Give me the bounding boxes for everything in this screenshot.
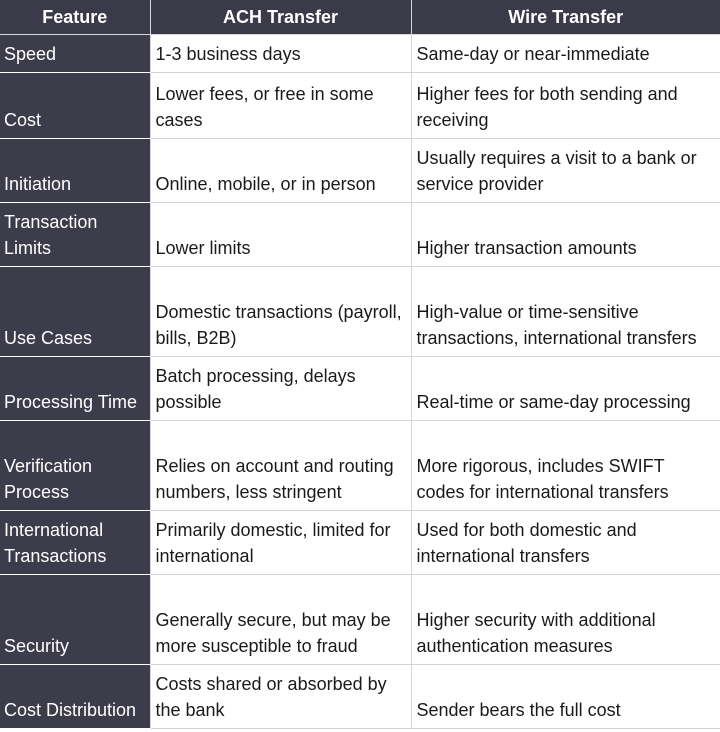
wire-cell: Higher fees for both sending and receiving [411, 73, 720, 139]
feature-cell: Transaction Limits [0, 203, 150, 267]
wire-cell: Higher security with additional authentication measures [411, 575, 720, 665]
header-wire-transfer: Wire Transfer [411, 0, 720, 35]
ach-cell: Primarily domestic, limited for international [150, 511, 411, 575]
feature-cell: Speed [0, 35, 150, 73]
table-row [0, 575, 720, 665]
table-row [0, 665, 720, 729]
feature-cell: Processing Time [0, 357, 150, 421]
feature-cell: Cost Distribution [0, 665, 150, 729]
table-row [0, 203, 720, 267]
table-row [0, 511, 720, 575]
table-row [0, 35, 720, 73]
wire-cell: High-value or time-sensitive transactions, international transfers [411, 267, 720, 357]
wire-cell: Used for both domestic and international transfers [411, 511, 720, 575]
wire-cell: Higher transaction amounts [411, 203, 720, 267]
wire-cell: More rigorous, includes SWIFT codes for international transfers [411, 421, 720, 511]
feature-cell: International Transactions [0, 511, 150, 575]
table-row [0, 357, 720, 421]
feature-cell: Security [0, 575, 150, 665]
header-row [0, 0, 720, 35]
table-body [0, 35, 720, 729]
ach-cell: Generally secure, but may be more susceptible to fraud [150, 575, 411, 665]
feature-cell: Use Cases [0, 267, 150, 357]
ach-cell: Lower fees, or free in some cases [150, 73, 411, 139]
table-row [0, 139, 720, 203]
ach-cell: Domestic transactions (payroll, bills, B2B) [150, 267, 411, 357]
header-ach-transfer: ACH Transfer [150, 0, 411, 35]
table-row [0, 267, 720, 357]
wire-cell: Usually requires a visit to a bank or service provider [411, 139, 720, 203]
feature-cell: Cost [0, 73, 150, 139]
ach-cell: Batch processing, delays possible [150, 357, 411, 421]
wire-cell: Same-day or near-immediate [411, 35, 720, 73]
wire-cell: Real-time or same-day processing [411, 357, 720, 421]
table-header [0, 0, 720, 35]
ach-cell: Costs shared or absorbed by the bank [150, 665, 411, 729]
wire-cell: Sender bears the full cost [411, 665, 720, 729]
ach-cell: Online, mobile, or in person [150, 139, 411, 203]
feature-cell: Initiation [0, 139, 150, 203]
table-row [0, 421, 720, 511]
table-row [0, 73, 720, 139]
ach-cell: Relies on account and routing numbers, less stringent [150, 421, 411, 511]
ach-cell: Lower limits [150, 203, 411, 267]
header-feature: Feature [0, 0, 150, 35]
feature-cell: Verification Process [0, 421, 150, 511]
ach-cell: 1-3 business days [150, 35, 411, 73]
